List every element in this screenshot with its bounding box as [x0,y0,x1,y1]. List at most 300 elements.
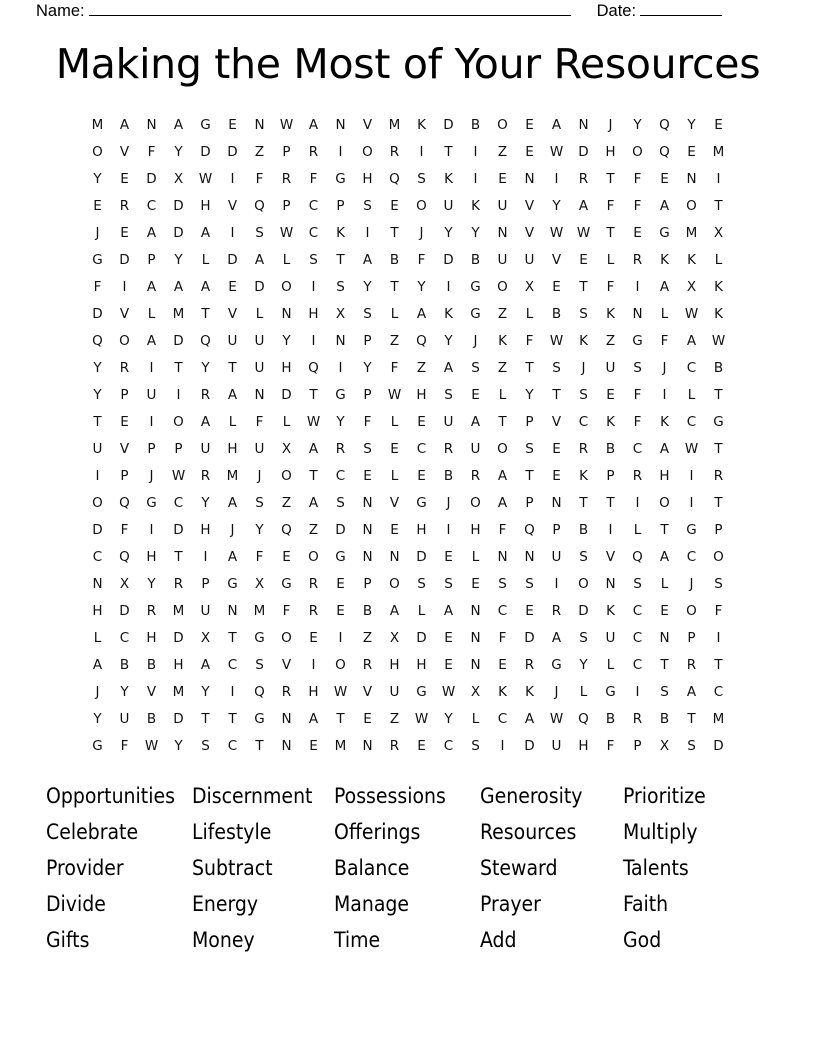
grid-letter[interactable]: G [470,306,481,322]
grid-letter[interactable]: A [686,684,697,700]
grid-letter[interactable]: S [633,576,642,592]
grid-letter[interactable]: P [525,414,534,430]
grid-letter[interactable]: E [282,549,291,565]
grid-letter[interactable]: D [146,171,157,187]
grid-letter[interactable]: W [441,684,456,700]
grid-letter[interactable]: J [257,468,262,484]
grid-letter[interactable]: J [689,576,694,592]
grid-letter[interactable]: D [173,522,184,538]
grid-letter[interactable]: B [119,657,130,673]
grid-letter[interactable]: U [227,333,238,349]
grid-letter[interactable]: H [308,684,319,700]
grid-letter[interactable]: F [606,198,615,214]
grid-letter[interactable]: H [92,603,103,619]
word-list-item[interactable]: Resources [480,820,577,844]
grid-letter[interactable]: O [497,441,508,457]
word-list-item[interactable]: Gifts [46,928,90,952]
grid-letter[interactable]: A [659,198,670,214]
grid-letter[interactable]: D [578,603,589,619]
grid-letter[interactable]: G [146,495,157,511]
grid-letter[interactable]: O [497,117,508,133]
grid-letter[interactable]: C [713,684,724,700]
grid-letter[interactable]: S [687,738,696,754]
grid-letter[interactable]: E [390,522,399,538]
grid-letter[interactable]: H [362,171,373,187]
grid-letter[interactable]: Q [200,333,211,349]
grid-letter[interactable]: W [414,711,429,727]
grid-letter[interactable]: B [713,360,724,376]
grid-letter[interactable]: Y [363,279,372,295]
grid-letter[interactable]: Y [444,225,453,241]
grid-letter[interactable]: I [689,495,694,511]
grid-letter[interactable]: U [470,441,481,457]
grid-letter[interactable]: T [579,495,588,511]
grid-letter[interactable]: A [551,630,562,646]
grid-letter[interactable]: E [363,711,372,727]
grid-letter[interactable]: P [120,387,129,403]
grid-letter[interactable]: K [444,306,453,322]
grid-letter[interactable]: A [92,657,103,673]
grid-letter[interactable]: N [578,117,589,133]
grid-letter[interactable]: E [309,738,318,754]
grid-letter[interactable]: G [551,657,562,673]
grid-letter[interactable]: F [633,414,642,430]
grid-letter[interactable]: T [228,630,237,646]
grid-letter[interactable]: T [606,225,615,241]
grid-letter[interactable]: B [146,711,157,727]
grid-letter[interactable]: P [552,522,561,538]
grid-letter[interactable]: F [93,279,102,295]
grid-letter[interactable]: R [578,171,589,187]
grid-letter[interactable]: A [497,495,508,511]
grid-letter[interactable]: R [389,738,400,754]
grid-letter[interactable]: D [92,522,103,538]
word-list-item[interactable]: Opportunities [46,784,175,808]
grid-letter[interactable]: P [687,630,696,646]
grid-letter[interactable]: L [417,603,426,619]
grid-letter[interactable]: A [146,225,157,241]
grid-letter[interactable]: V [119,441,130,457]
grid-letter[interactable]: Z [389,333,400,349]
grid-letter[interactable]: F [714,603,723,619]
grid-letter[interactable]: E [498,171,507,187]
grid-letter[interactable]: T [606,171,615,187]
grid-letter[interactable]: T [606,495,615,511]
grid-letter[interactable]: T [714,495,723,511]
grid-letter[interactable]: R [524,657,535,673]
grid-letter[interactable]: L [390,414,399,430]
grid-letter[interactable]: N [146,117,157,133]
grid-letter[interactable]: V [119,144,130,160]
grid-letter[interactable]: G [416,495,427,511]
grid-letter[interactable]: Y [633,117,642,133]
grid-letter[interactable]: F [606,738,615,754]
grid-letter[interactable]: C [686,414,697,430]
grid-letter[interactable]: X [389,630,400,646]
grid-letter[interactable]: I [311,657,316,673]
grid-letter[interactable]: C [227,738,238,754]
grid-letter[interactable]: B [605,711,616,727]
grid-letter[interactable]: A [308,711,319,727]
grid-letter[interactable]: P [714,522,723,538]
grid-letter[interactable]: V [227,306,238,322]
grid-letter[interactable]: E [120,414,129,430]
grid-letter[interactable]: I [716,630,721,646]
grid-letter[interactable]: K [336,225,345,241]
grid-letter[interactable]: R [632,252,643,268]
grid-letter[interactable]: R [443,441,454,457]
grid-letter[interactable]: N [470,603,481,619]
grid-letter[interactable]: N [254,387,265,403]
grid-letter[interactable]: I [338,144,343,160]
grid-letter[interactable]: H [200,198,211,214]
grid-letter[interactable]: E [309,630,318,646]
grid-letter[interactable]: N [524,171,535,187]
grid-letter[interactable]: E [714,117,723,133]
grid-letter[interactable]: C [632,441,643,457]
grid-letter[interactable]: C [632,630,643,646]
grid-letter[interactable]: O [632,144,643,160]
grid-letter[interactable]: E [633,225,642,241]
grid-letter[interactable]: H [146,630,157,646]
grid-letter[interactable]: F [147,144,156,160]
grid-letter[interactable]: Q [659,117,670,133]
grid-letter[interactable]: Y [336,414,345,430]
grid-letter[interactable]: R [119,198,130,214]
grid-letter[interactable]: R [308,144,319,160]
grid-letter[interactable]: D [173,333,184,349]
grid-letter[interactable]: E [120,225,129,241]
grid-letter[interactable]: K [606,414,615,430]
grid-letter[interactable]: C [308,198,319,214]
grid-letter[interactable]: B [146,657,157,673]
grid-letter[interactable]: E [525,117,534,133]
grid-letter[interactable]: R [281,171,292,187]
word-list-item[interactable]: Celebrate [46,820,139,844]
grid-letter[interactable]: T [525,468,534,484]
grid-letter[interactable]: P [363,576,372,592]
grid-letter[interactable]: C [92,549,103,565]
grid-letter[interactable]: F [417,252,426,268]
grid-letter[interactable]: I [500,738,505,754]
grid-letter[interactable]: J [149,468,154,484]
grid-letter[interactable]: D [713,738,724,754]
grid-letter[interactable]: V [119,306,130,322]
grid-letter[interactable]: Z [605,333,616,349]
grid-letter[interactable]: N [524,549,535,565]
grid-letter[interactable]: Z [362,630,373,646]
grid-letter[interactable]: W [279,117,294,133]
grid-letter[interactable]: A [308,495,319,511]
grid-letter[interactable]: O [470,495,481,511]
grid-letter[interactable]: J [554,684,559,700]
grid-letter[interactable]: D [92,306,103,322]
grid-letter[interactable]: Z [254,144,265,160]
word-list-item[interactable]: Money [192,928,255,952]
grid-letter[interactable]: Y [552,198,561,214]
grid-letter[interactable]: L [606,657,615,673]
grid-letter[interactable]: N [497,549,508,565]
grid-letter[interactable]: W [684,441,699,457]
word-list-item[interactable]: Lifestyle [192,820,272,844]
word-list-item[interactable]: Talents [623,856,689,880]
grid-letter[interactable]: L [255,306,264,322]
grid-letter[interactable]: J [662,360,667,376]
grid-letter[interactable]: U [497,198,508,214]
grid-letter[interactable]: V [605,549,616,565]
grid-letter[interactable]: N [551,495,562,511]
grid-letter[interactable]: A [443,603,454,619]
grid-letter[interactable]: A [416,306,427,322]
grid-letter[interactable]: C [416,441,427,457]
grid-letter[interactable]: N [362,495,373,511]
grid-letter[interactable]: E [444,657,453,673]
grid-letter[interactable]: N [632,306,643,322]
grid-letter[interactable]: R [308,576,319,592]
grid-letter[interactable]: A [308,441,319,457]
grid-letter[interactable]: Y [147,576,156,592]
grid-letter[interactable]: T [174,549,183,565]
grid-letter[interactable]: T [687,711,696,727]
grid-letter[interactable]: O [362,144,373,160]
grid-letter[interactable]: I [554,576,559,592]
grid-letter[interactable]: V [227,198,238,214]
grid-letter[interactable]: Q [281,522,292,538]
grid-letter[interactable]: V [362,117,373,133]
grid-letter[interactable]: C [632,603,643,619]
grid-letter[interactable]: K [687,252,696,268]
grid-letter[interactable]: B [551,306,562,322]
grid-letter[interactable]: G [200,117,211,133]
grid-letter[interactable]: K [417,117,426,133]
grid-letter[interactable]: N [335,333,346,349]
grid-letter[interactable]: A [308,117,319,133]
grid-letter[interactable]: W [549,333,564,349]
grid-letter[interactable]: W [549,225,564,241]
grid-letter[interactable]: U [497,252,508,268]
grid-letter[interactable]: U [254,360,265,376]
grid-letter[interactable]: F [390,360,399,376]
grid-letter[interactable]: H [605,144,616,160]
grid-letter[interactable]: N [227,603,238,619]
grid-letter[interactable]: D [119,603,130,619]
grid-letter[interactable]: T [660,657,669,673]
word-list-item[interactable]: Manage [334,892,410,916]
grid-letter[interactable]: P [147,441,156,457]
grid-letter[interactable]: O [713,549,724,565]
grid-letter[interactable]: A [362,252,373,268]
grid-letter[interactable]: N [659,630,670,646]
grid-letter[interactable]: P [174,441,183,457]
grid-letter[interactable]: D [173,225,184,241]
grid-letter[interactable]: I [149,414,154,430]
grid-letter[interactable]: U [254,441,265,457]
grid-letter[interactable]: O [281,279,292,295]
grid-letter[interactable]: Y [174,252,183,268]
grid-letter[interactable]: N [497,225,508,241]
grid-letter[interactable]: D [524,738,535,754]
grid-letter[interactable]: H [470,522,481,538]
grid-letter[interactable]: N [335,117,346,133]
grid-letter[interactable]: R [173,576,184,592]
grid-letter[interactable]: A [551,117,562,133]
grid-letter[interactable]: Y [93,171,102,187]
grid-letter[interactable]: K [660,252,669,268]
grid-letter[interactable]: F [633,198,642,214]
grid-letter[interactable]: E [687,144,696,160]
grid-letter[interactable]: F [606,279,615,295]
grid-letter[interactable]: R [200,468,211,484]
grid-letter[interactable]: A [146,279,157,295]
grid-letter[interactable]: W [171,468,186,484]
grid-letter[interactable]: E [417,738,426,754]
grid-letter[interactable]: Z [497,360,508,376]
grid-letter[interactable]: G [416,684,427,700]
grid-letter[interactable]: J [95,225,100,241]
grid-letter[interactable]: U [200,441,211,457]
grid-letter[interactable]: C [686,360,697,376]
grid-letter[interactable]: S [579,387,588,403]
grid-letter[interactable]: M [253,603,266,619]
grid-letter[interactable]: P [120,468,129,484]
grid-letter[interactable]: L [390,468,399,484]
grid-letter[interactable]: Q [659,144,670,160]
grid-letter[interactable]: E [471,576,480,592]
grid-letter[interactable]: K [525,684,534,700]
grid-letter[interactable]: W [711,333,726,349]
grid-letter[interactable]: I [716,171,721,187]
grid-letter[interactable]: S [471,360,480,376]
word-list-item[interactable]: Time [334,928,381,952]
grid-letter[interactable]: B [443,468,454,484]
grid-letter[interactable]: I [338,360,343,376]
grid-letter[interactable]: I [338,630,343,646]
grid-letter[interactable]: E [363,468,372,484]
grid-letter[interactable]: E [660,603,669,619]
grid-letter[interactable]: P [336,198,345,214]
grid-letter[interactable]: I [149,522,154,538]
grid-letter[interactable]: S [444,576,453,592]
grid-letter[interactable]: E [93,198,102,214]
word-list-item[interactable]: Offerings [334,820,421,844]
grid-letter[interactable]: C [146,198,157,214]
grid-letter[interactable]: R [146,603,157,619]
grid-letter[interactable]: B [470,252,481,268]
word-list-item[interactable]: Subtract [192,856,273,880]
grid-letter[interactable]: I [230,171,235,187]
grid-letter[interactable]: O [389,576,400,592]
grid-letter[interactable]: I [689,468,694,484]
grid-letter[interactable]: Y [417,279,426,295]
grid-letter[interactable]: Y [93,711,102,727]
grid-letter[interactable]: S [336,279,345,295]
grid-letter[interactable]: Y [444,711,453,727]
grid-letter[interactable]: E [525,144,534,160]
grid-letter[interactable]: T [714,657,723,673]
grid-letter[interactable]: W [144,738,159,754]
grid-letter[interactable]: Z [497,306,508,322]
grid-letter[interactable]: R [362,657,373,673]
grid-letter[interactable]: K [660,414,669,430]
grid-letter[interactable]: H [146,549,157,565]
grid-letter[interactable]: T [525,360,534,376]
grid-letter[interactable]: F [255,171,264,187]
grid-letter[interactable]: L [660,306,669,322]
grid-letter[interactable]: I [149,360,154,376]
grid-letter[interactable]: O [92,495,103,511]
grid-letter[interactable]: E [336,576,345,592]
grid-letter[interactable]: L [282,414,291,430]
grid-letter[interactable]: E [579,252,588,268]
grid-letter[interactable]: T [309,468,318,484]
grid-letter[interactable]: W [576,225,591,241]
grid-letter[interactable]: O [173,414,184,430]
grid-letter[interactable]: I [365,225,370,241]
grid-letter[interactable]: Y [363,360,372,376]
grid-letter[interactable]: I [554,171,559,187]
grid-letter[interactable]: I [473,171,478,187]
grid-letter[interactable]: D [119,252,130,268]
grid-letter[interactable]: S [579,306,588,322]
date-write-in-line[interactable] [640,0,722,16]
grid-letter[interactable]: K [579,468,588,484]
grid-letter[interactable]: J [608,117,613,133]
grid-letter[interactable]: S [255,657,264,673]
grid-letter[interactable]: S [552,360,561,376]
grid-letter[interactable]: R [713,468,724,484]
grid-letter[interactable]: I [122,279,127,295]
grid-letter[interactable]: L [228,414,237,430]
grid-letter[interactable]: F [282,603,291,619]
grid-letter[interactable]: E [120,171,129,187]
grid-letter[interactable]: U [254,333,265,349]
grid-letter[interactable]: Z [389,711,400,727]
grid-letter[interactable]: Q [119,549,130,565]
grid-letter[interactable]: D [254,279,265,295]
grid-letter[interactable]: W [279,225,294,241]
word-list-item[interactable]: Divide [46,892,106,916]
grid-letter[interactable]: O [92,144,103,160]
grid-letter[interactable]: S [255,495,264,511]
grid-letter[interactable]: L [498,387,507,403]
grid-letter[interactable]: R [632,468,643,484]
grid-letter[interactable]: Q [92,333,103,349]
word-list-item[interactable]: Energy [192,892,259,916]
grid-letter[interactable]: M [172,306,185,322]
grid-letter[interactable]: G [92,252,103,268]
grid-letter[interactable]: H [200,522,211,538]
grid-letter[interactable]: H [578,738,589,754]
grid-letter[interactable]: E [552,441,561,457]
grid-letter[interactable]: S [525,441,534,457]
grid-letter[interactable]: G [632,333,643,349]
grid-letter[interactable]: K [714,279,723,295]
grid-letter[interactable]: N [362,738,373,754]
grid-letter[interactable]: R [632,711,643,727]
grid-letter[interactable]: T [390,225,399,241]
grid-letter[interactable]: E [606,387,615,403]
grid-letter[interactable]: R [578,441,589,457]
grid-letter[interactable]: W [333,684,348,700]
grid-letter[interactable]: F [363,414,372,430]
grid-letter[interactable]: M [388,117,401,133]
grid-letter[interactable]: Z [308,522,319,538]
grid-letter[interactable]: O [416,198,427,214]
grid-letter[interactable]: L [471,549,480,565]
grid-letter[interactable]: U [92,441,103,457]
grid-letter[interactable]: F [255,414,264,430]
grid-letter[interactable]: T [552,387,561,403]
